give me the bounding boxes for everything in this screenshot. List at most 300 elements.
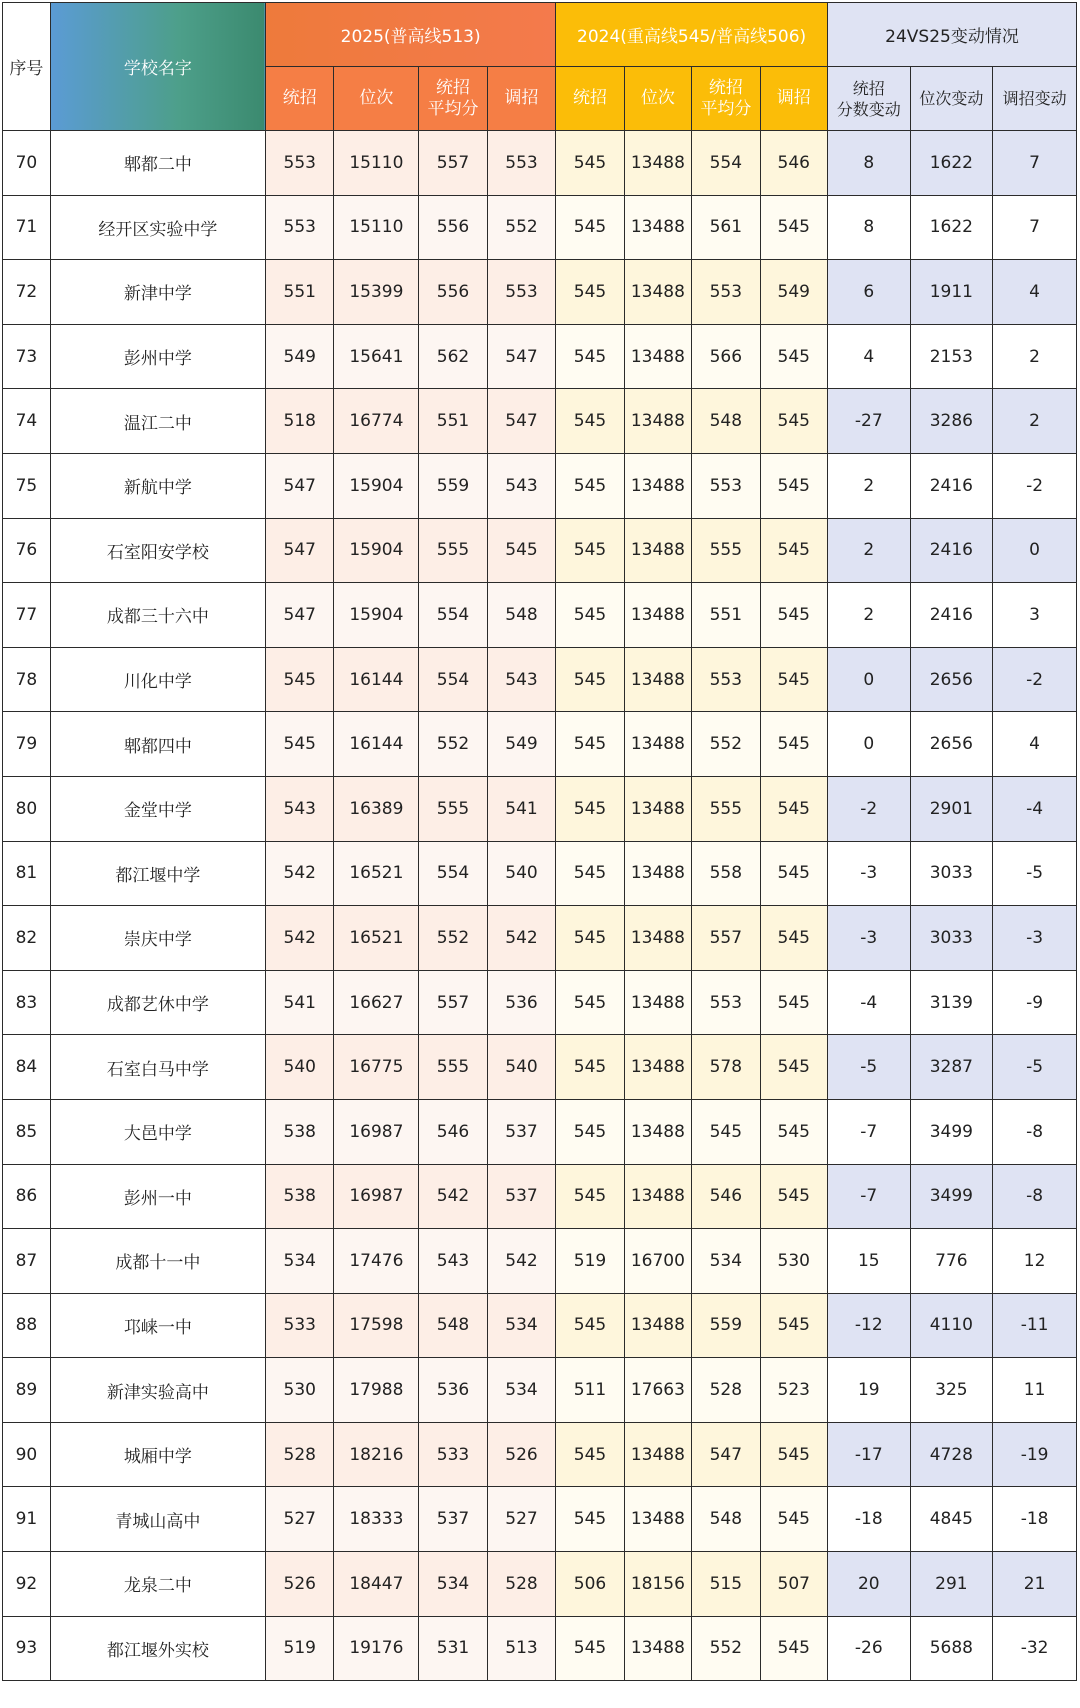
row-school-name: 石室阳安学校 (50, 518, 265, 583)
cell-2024-3: 545 (760, 1035, 827, 1100)
cell-2024-1: 13488 (624, 776, 691, 841)
cell-2025-0: 547 (266, 518, 334, 583)
cell-2025-0: 519 (266, 1616, 334, 1681)
row-school-name: 青城山高中 (50, 1487, 265, 1552)
row-seq: 77 (3, 583, 51, 648)
row-school-name: 都江堰外实校 (50, 1616, 265, 1681)
cell-2025-3: 548 (487, 583, 556, 648)
cell-diff-0: 2 (827, 453, 910, 518)
cell-diff-2: 0 (993, 518, 1077, 583)
cell-diff-2: -18 (993, 1487, 1077, 1552)
cell-2024-3: 545 (760, 1422, 827, 1487)
cell-2024-1: 13488 (624, 260, 691, 325)
cell-2025-0: 551 (266, 260, 334, 325)
cell-2024-2: 555 (692, 518, 760, 583)
table-row (3, 1293, 1077, 1358)
cell-2025-3: 542 (487, 1229, 556, 1294)
row-seq: 83 (3, 970, 51, 1035)
cell-diff-1: 3139 (910, 970, 993, 1035)
cell-2024-0: 545 (556, 1616, 624, 1681)
cell-2025-3: 541 (487, 776, 556, 841)
cell-diff-0: -3 (827, 841, 910, 906)
row-seq: 72 (3, 260, 51, 325)
cell-2024-0: 545 (556, 647, 624, 712)
row-school-name: 邛崃一中 (50, 1293, 265, 1358)
cell-2024-3: 545 (760, 389, 827, 454)
cell-2025-3: 553 (487, 260, 556, 325)
cell-2025-3: 543 (487, 647, 556, 712)
cell-diff-0: 19 (827, 1358, 910, 1423)
cell-2025-1: 15110 (334, 195, 419, 260)
cell-2025-2: 555 (419, 776, 487, 841)
row-school-name: 川化中学 (50, 647, 265, 712)
cell-2024-3: 545 (760, 647, 827, 712)
table-row (3, 453, 1077, 518)
cell-diff-1: 5688 (910, 1616, 993, 1681)
cell-diff-2: -9 (993, 970, 1077, 1035)
row-school-name: 石室白马中学 (50, 1035, 265, 1100)
cell-2025-2: 531 (419, 1616, 487, 1681)
cell-2025-0: 526 (266, 1552, 334, 1617)
cell-2024-3: 507 (760, 1552, 827, 1617)
table-row (3, 712, 1077, 777)
row-seq: 90 (3, 1422, 51, 1487)
subheader-2024-0: 统招 (556, 67, 624, 131)
row-seq: 82 (3, 906, 51, 971)
subheader-diff-0: 统招 分数变动 (827, 67, 910, 131)
cell-2024-3: 546 (760, 131, 827, 196)
cell-2025-2: 555 (419, 1035, 487, 1100)
cell-2024-1: 13488 (624, 1035, 691, 1100)
cell-2025-3: 547 (487, 389, 556, 454)
cell-diff-1: 2901 (910, 776, 993, 841)
cell-2025-0: 528 (266, 1422, 334, 1487)
cell-2024-2: 551 (692, 583, 760, 648)
cell-diff-1: 776 (910, 1229, 993, 1294)
cell-2024-3: 545 (760, 518, 827, 583)
cell-diff-0: -12 (827, 1293, 910, 1358)
subheader-2024-2: 统招 平均分 (692, 67, 760, 131)
cell-2025-3: 540 (487, 1035, 556, 1100)
cell-2025-3: 526 (487, 1422, 556, 1487)
row-school-name: 都江堰中学 (50, 841, 265, 906)
cell-2024-2: 534 (692, 1229, 760, 1294)
cell-diff-2: 21 (993, 1552, 1077, 1617)
table-body (3, 131, 1077, 1681)
cell-2024-3: 545 (760, 906, 827, 971)
cell-2025-2: 548 (419, 1293, 487, 1358)
cell-2024-0: 545 (556, 131, 624, 196)
cell-2024-1: 13488 (624, 389, 691, 454)
table-row (3, 776, 1077, 841)
cell-2025-2: 546 (419, 1099, 487, 1164)
cell-2024-0: 545 (556, 906, 624, 971)
cell-diff-1: 3499 (910, 1164, 993, 1229)
cell-2025-2: 559 (419, 453, 487, 518)
cell-2025-1: 16987 (334, 1099, 419, 1164)
cell-2024-1: 13488 (624, 131, 691, 196)
cell-2024-3: 545 (760, 1487, 827, 1552)
cell-diff-0: 8 (827, 195, 910, 260)
cell-2024-1: 13488 (624, 583, 691, 648)
cell-2025-1: 16389 (334, 776, 419, 841)
cell-2025-0: 549 (266, 324, 334, 389)
cell-2025-3: 553 (487, 131, 556, 196)
cell-2024-0: 545 (556, 712, 624, 777)
cell-2025-0: 542 (266, 906, 334, 971)
cell-2024-2: 548 (692, 1487, 760, 1552)
table-row (3, 583, 1077, 648)
cell-2025-1: 15399 (334, 260, 419, 325)
header-group-2024: 2024(重高线545/普高线506) (556, 3, 828, 67)
cell-diff-2: 2 (993, 324, 1077, 389)
cell-2024-1: 13488 (624, 906, 691, 971)
cell-2024-1: 13488 (624, 1293, 691, 1358)
row-school-name: 崇庆中学 (50, 906, 265, 971)
cell-2025-3: 549 (487, 712, 556, 777)
cell-2025-1: 16521 (334, 841, 419, 906)
cell-2025-0: 518 (266, 389, 334, 454)
row-seq: 81 (3, 841, 51, 906)
subheader-diff-2: 调招变动 (993, 67, 1077, 131)
cell-2024-0: 545 (556, 1035, 624, 1100)
cell-2024-3: 523 (760, 1358, 827, 1423)
cell-diff-0: -18 (827, 1487, 910, 1552)
table-row (3, 841, 1077, 906)
admission-score-table (2, 2, 1077, 1681)
cell-2025-3: 537 (487, 1164, 556, 1229)
cell-2024-0: 545 (556, 1164, 624, 1229)
cell-diff-2: 4 (993, 260, 1077, 325)
cell-2025-1: 16144 (334, 647, 419, 712)
cell-2024-1: 13488 (624, 518, 691, 583)
cell-2024-1: 13488 (624, 970, 691, 1035)
subheader-2024-3: 调招 (760, 67, 827, 131)
cell-diff-1: 3286 (910, 389, 993, 454)
row-school-name: 郫都四中 (50, 712, 265, 777)
cell-diff-0: 2 (827, 518, 910, 583)
row-seq: 73 (3, 324, 51, 389)
cell-2025-1: 15904 (334, 518, 419, 583)
cell-2024-0: 511 (556, 1358, 624, 1423)
subheader-2025-0: 统招 (266, 67, 334, 131)
cell-2024-0: 545 (556, 453, 624, 518)
cell-2025-2: 554 (419, 647, 487, 712)
row-seq: 87 (3, 1229, 51, 1294)
cell-2025-0: 540 (266, 1035, 334, 1100)
cell-2025-2: 562 (419, 324, 487, 389)
table-row (3, 970, 1077, 1035)
cell-2024-0: 545 (556, 389, 624, 454)
cell-diff-1: 1911 (910, 260, 993, 325)
cell-diff-0: 8 (827, 131, 910, 196)
table-row (3, 389, 1077, 454)
cell-2025-3: 536 (487, 970, 556, 1035)
cell-2024-3: 545 (760, 453, 827, 518)
cell-2025-1: 18447 (334, 1552, 419, 1617)
cell-2025-2: 554 (419, 583, 487, 648)
cell-diff-2: -3 (993, 906, 1077, 971)
cell-2024-2: 578 (692, 1035, 760, 1100)
cell-2024-0: 545 (556, 1422, 624, 1487)
cell-diff-0: -7 (827, 1164, 910, 1229)
row-school-name: 郫都二中 (50, 131, 265, 196)
cell-2025-2: 543 (419, 1229, 487, 1294)
row-seq: 92 (3, 1552, 51, 1617)
cell-2024-3: 545 (760, 1164, 827, 1229)
cell-diff-1: 2416 (910, 453, 993, 518)
cell-2024-3: 545 (760, 1616, 827, 1681)
cell-2025-3: 543 (487, 453, 556, 518)
cell-2025-0: 553 (266, 195, 334, 260)
cell-2024-3: 545 (760, 583, 827, 648)
cell-diff-1: 2656 (910, 647, 993, 712)
cell-2025-0: 527 (266, 1487, 334, 1552)
cell-diff-2: 3 (993, 583, 1077, 648)
cell-2025-2: 542 (419, 1164, 487, 1229)
table-row (3, 195, 1077, 260)
table-row (3, 1164, 1077, 1229)
subheader-2025-1: 位次 (334, 67, 419, 131)
cell-2024-3: 545 (760, 1099, 827, 1164)
cell-2024-3: 545 (760, 195, 827, 260)
row-seq: 85 (3, 1099, 51, 1164)
cell-2024-0: 545 (556, 841, 624, 906)
row-seq: 88 (3, 1293, 51, 1358)
cell-2025-1: 15110 (334, 131, 419, 196)
cell-diff-0: 0 (827, 647, 910, 712)
cell-diff-0: 4 (827, 324, 910, 389)
cell-2025-2: 557 (419, 970, 487, 1035)
cell-2024-1: 18156 (624, 1552, 691, 1617)
row-school-name: 彭州一中 (50, 1164, 265, 1229)
subheader-2025-2: 统招 平均分 (419, 67, 487, 131)
subheader-diff-1: 位次变动 (910, 67, 993, 131)
cell-2024-2: 557 (692, 906, 760, 971)
cell-2025-3: 537 (487, 1099, 556, 1164)
cell-diff-2: 4 (993, 712, 1077, 777)
cell-2025-2: 552 (419, 712, 487, 777)
cell-2025-0: 534 (266, 1229, 334, 1294)
table-row (3, 1358, 1077, 1423)
cell-2025-0: 538 (266, 1164, 334, 1229)
cell-2024-0: 519 (556, 1229, 624, 1294)
cell-2024-2: 559 (692, 1293, 760, 1358)
header-group-2025: 2025(普高线513) (266, 3, 556, 67)
cell-diff-0: 0 (827, 712, 910, 777)
row-seq: 75 (3, 453, 51, 518)
cell-diff-2: -11 (993, 1293, 1077, 1358)
cell-2025-3: 542 (487, 906, 556, 971)
cell-2025-0: 545 (266, 712, 334, 777)
cell-2025-1: 17598 (334, 1293, 419, 1358)
cell-2024-2: 561 (692, 195, 760, 260)
cell-diff-0: -7 (827, 1099, 910, 1164)
row-school-name: 经开区实验中学 (50, 195, 265, 260)
cell-2025-0: 538 (266, 1099, 334, 1164)
cell-diff-0: -26 (827, 1616, 910, 1681)
cell-diff-1: 4728 (910, 1422, 993, 1487)
cell-2024-1: 13488 (624, 1422, 691, 1487)
table-row (3, 518, 1077, 583)
table-row (3, 1229, 1077, 1294)
cell-diff-0: -17 (827, 1422, 910, 1487)
cell-diff-2: 7 (993, 195, 1077, 260)
cell-2025-1: 16144 (334, 712, 419, 777)
cell-2024-0: 545 (556, 260, 624, 325)
cell-2024-0: 545 (556, 1487, 624, 1552)
cell-2024-2: 554 (692, 131, 760, 196)
cell-2024-2: 547 (692, 1422, 760, 1487)
cell-2025-1: 16774 (334, 389, 419, 454)
row-seq: 76 (3, 518, 51, 583)
cell-2025-2: 537 (419, 1487, 487, 1552)
cell-2024-0: 545 (556, 1099, 624, 1164)
cell-diff-0: 15 (827, 1229, 910, 1294)
table-row (3, 1616, 1077, 1681)
row-seq: 86 (3, 1164, 51, 1229)
cell-2025-2: 556 (419, 260, 487, 325)
cell-2024-1: 13488 (624, 1099, 691, 1164)
cell-2025-1: 17476 (334, 1229, 419, 1294)
cell-2025-3: 528 (487, 1552, 556, 1617)
cell-diff-1: 1622 (910, 195, 993, 260)
cell-2024-2: 553 (692, 453, 760, 518)
cell-diff-0: -27 (827, 389, 910, 454)
cell-2025-0: 547 (266, 583, 334, 648)
cell-2025-2: 555 (419, 518, 487, 583)
cell-2025-0: 533 (266, 1293, 334, 1358)
row-seq: 80 (3, 776, 51, 841)
cell-2024-1: 13488 (624, 1487, 691, 1552)
cell-2024-2: 552 (692, 712, 760, 777)
cell-diff-2: 7 (993, 131, 1077, 196)
cell-2024-3: 545 (760, 841, 827, 906)
row-school-name: 城厢中学 (50, 1422, 265, 1487)
cell-2025-1: 16521 (334, 906, 419, 971)
cell-2025-1: 15904 (334, 583, 419, 648)
cell-2025-2: 557 (419, 131, 487, 196)
cell-2024-1: 16700 (624, 1229, 691, 1294)
table-row (3, 647, 1077, 712)
cell-2024-3: 545 (760, 776, 827, 841)
cell-2025-0: 530 (266, 1358, 334, 1423)
cell-2024-3: 545 (760, 1293, 827, 1358)
cell-2025-0: 543 (266, 776, 334, 841)
cell-diff-2: 12 (993, 1229, 1077, 1294)
table-row (3, 1487, 1077, 1552)
row-seq: 74 (3, 389, 51, 454)
row-school-name: 新津中学 (50, 260, 265, 325)
cell-2025-0: 553 (266, 131, 334, 196)
cell-diff-1: 4845 (910, 1487, 993, 1552)
cell-diff-0: 2 (827, 583, 910, 648)
cell-2025-2: 552 (419, 906, 487, 971)
cell-2024-1: 13488 (624, 1164, 691, 1229)
cell-diff-0: -4 (827, 970, 910, 1035)
cell-2025-1: 16627 (334, 970, 419, 1035)
cell-diff-0: 20 (827, 1552, 910, 1617)
cell-2024-1: 13488 (624, 1616, 691, 1681)
row-school-name: 成都十一中 (50, 1229, 265, 1294)
cell-2024-0: 545 (556, 970, 624, 1035)
cell-diff-1: 4110 (910, 1293, 993, 1358)
header-school-name: 学校名字 (50, 3, 265, 131)
subheader-2025-3: 调招 (487, 67, 556, 131)
row-seq: 70 (3, 131, 51, 196)
cell-diff-2: -32 (993, 1616, 1077, 1681)
cell-2024-3: 530 (760, 1229, 827, 1294)
cell-2025-1: 17988 (334, 1358, 419, 1423)
cell-2025-3: 527 (487, 1487, 556, 1552)
row-school-name: 新津实验高中 (50, 1358, 265, 1423)
cell-2025-1: 15641 (334, 324, 419, 389)
row-seq: 89 (3, 1358, 51, 1423)
cell-2024-2: 553 (692, 260, 760, 325)
cell-2024-3: 549 (760, 260, 827, 325)
cell-2025-0: 542 (266, 841, 334, 906)
cell-2024-0: 545 (556, 195, 624, 260)
cell-diff-1: 2416 (910, 583, 993, 648)
cell-2024-0: 506 (556, 1552, 624, 1617)
cell-diff-1: 2416 (910, 518, 993, 583)
cell-diff-1: 3033 (910, 841, 993, 906)
row-school-name: 温江二中 (50, 389, 265, 454)
cell-diff-2: -8 (993, 1099, 1077, 1164)
row-seq: 78 (3, 647, 51, 712)
cell-diff-0: 6 (827, 260, 910, 325)
table-header (3, 3, 1077, 131)
row-school-name: 成都三十六中 (50, 583, 265, 648)
cell-2024-1: 13488 (624, 453, 691, 518)
cell-2024-0: 545 (556, 518, 624, 583)
cell-2024-0: 545 (556, 776, 624, 841)
row-seq: 84 (3, 1035, 51, 1100)
cell-diff-1: 325 (910, 1358, 993, 1423)
cell-2025-2: 551 (419, 389, 487, 454)
cell-2024-2: 558 (692, 841, 760, 906)
cell-2025-1: 15904 (334, 453, 419, 518)
cell-2025-0: 545 (266, 647, 334, 712)
table-row (3, 1035, 1077, 1100)
cell-diff-1: 2656 (910, 712, 993, 777)
cell-2025-3: 534 (487, 1358, 556, 1423)
cell-2024-2: 515 (692, 1552, 760, 1617)
row-school-name: 新航中学 (50, 453, 265, 518)
row-school-name: 龙泉二中 (50, 1552, 265, 1617)
cell-2025-2: 533 (419, 1422, 487, 1487)
header-group-diff: 24VS25变动情况 (827, 3, 1076, 67)
cell-diff-2: 2 (993, 389, 1077, 454)
cell-diff-0: -5 (827, 1035, 910, 1100)
cell-2025-1: 16987 (334, 1164, 419, 1229)
subheader-2024-1: 位次 (624, 67, 691, 131)
cell-2024-0: 545 (556, 1293, 624, 1358)
cell-2025-1: 16775 (334, 1035, 419, 1100)
row-seq: 91 (3, 1487, 51, 1552)
cell-2024-2: 528 (692, 1358, 760, 1423)
cell-diff-1: 3287 (910, 1035, 993, 1100)
cell-2025-3: 552 (487, 195, 556, 260)
cell-diff-1: 291 (910, 1552, 993, 1617)
row-school-name: 彭州中学 (50, 324, 265, 389)
table-row (3, 1552, 1077, 1617)
cell-diff-2: -4 (993, 776, 1077, 841)
row-seq: 79 (3, 712, 51, 777)
cell-2025-1: 18216 (334, 1422, 419, 1487)
cell-2025-2: 536 (419, 1358, 487, 1423)
row-school-name: 成都艺休中学 (50, 970, 265, 1035)
